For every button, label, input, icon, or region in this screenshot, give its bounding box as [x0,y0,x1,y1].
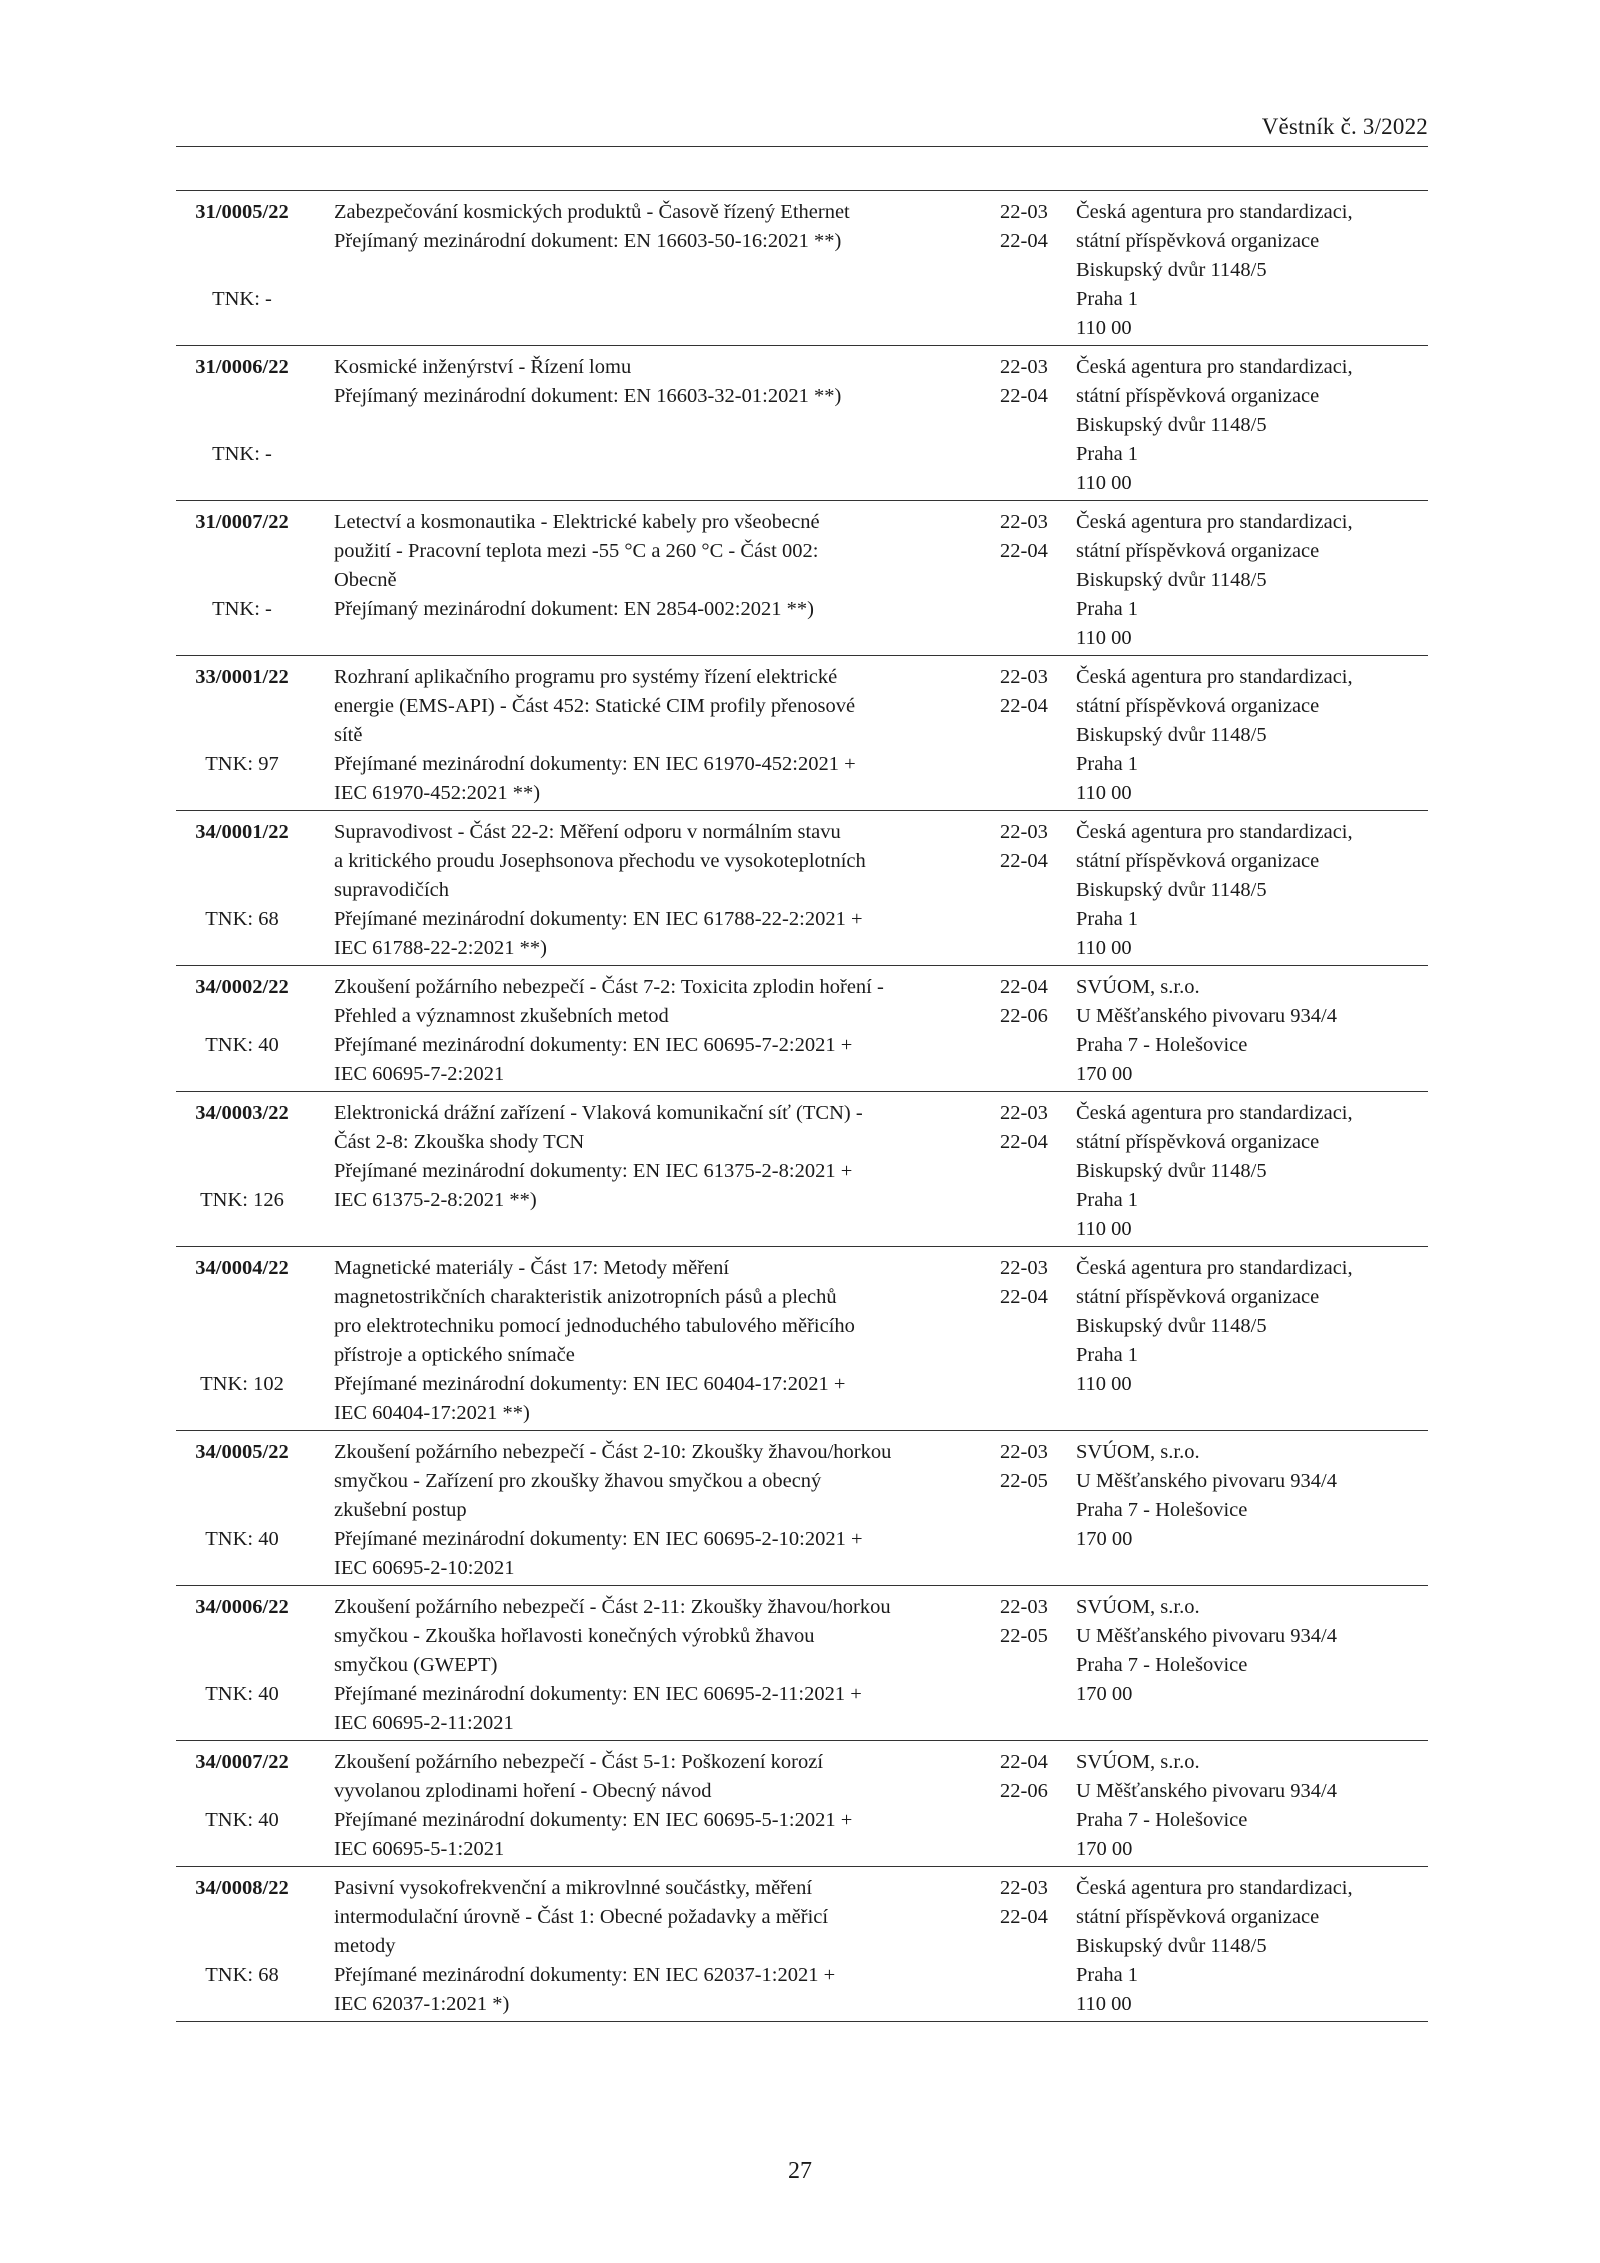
title-cell [324,1254,984,1428]
organization-cell [1062,663,1428,808]
title-line: metody [334,1935,396,1957]
organization-line: státní příspěvková organizace [1076,850,1320,872]
organization-line: státní příspěvková organizace [1076,1286,1320,1308]
title-line: smyčkou (GWEPT) [334,1654,498,1676]
title-line: přístroje a optického snímače [334,1344,575,1366]
title-line: Přejímaný mezinárodní dokument: EN 16603-32-01:2021 **) [334,385,842,407]
date-code: 22-06 [1000,1005,1048,1027]
title-line: Část 2-8: Zkouška shody TCN [334,1131,585,1153]
date-code: 22-04 [1000,976,1048,998]
table-row [176,1741,1428,1867]
title-line: IEC 60404-17:2021 **) [334,1402,530,1424]
identifier-cell [176,1254,324,1428]
organization-line: Biskupský dvůr 1148/5 [1076,724,1267,746]
title-line: použití - Pracovní teplota mezi -55 °C a 260 °C - Část 002: [334,540,819,562]
table-row [176,346,1428,501]
organization-line: Praha 1 [1076,753,1139,775]
identifier-cell [176,353,324,498]
title-line: sítě [334,724,363,746]
standard-number: 34/0006/22 [195,1596,289,1618]
dates-cell [984,973,1062,1089]
title-line: zkušební postup [334,1499,467,1521]
table-row [176,1247,1428,1431]
title-line: vyvolanou zplodinami hoření - Obecný návod [334,1780,712,1802]
title-line: Přejímaný mezinárodní dokument: EN 2854-002:2021 **) [334,598,814,620]
date-code: 22-04 [1000,1751,1048,1773]
page-number: 27 [788,2158,812,2184]
title-line: Přejímané mezinárodní dokumenty: EN IEC 61375-2-8:2021 + [334,1160,853,1182]
title-line: Zkoušení požárního nebezpečí - Část 7-2: Toxicita zplodin hoření - [334,976,884,998]
tnk-label: TNK: 40 [205,1683,279,1705]
organization-cell [1062,1099,1428,1244]
organization-line: 110 00 [1076,1373,1132,1395]
date-code: 22-03 [1000,1877,1048,1899]
organization-line: 110 00 [1076,1218,1132,1240]
organization-line: Praha 7 - Holešovice [1076,1034,1248,1056]
date-code: 22-04 [1000,1906,1048,1928]
organization-line: Česká agentura pro standardizaci, [1076,821,1353,843]
organization-line: SVÚOM, s.r.o. [1076,1751,1200,1773]
organization-line: U Měšťanského pivovaru 934/4 [1076,1625,1337,1647]
date-code: 22-03 [1000,356,1048,378]
dates-cell [984,818,1062,963]
organization-line: SVÚOM, s.r.o. [1076,976,1200,998]
organization-line: Praha 1 [1076,1344,1139,1366]
standard-number: 34/0008/22 [195,1877,289,1899]
organization-line: Česká agentura pro standardizaci, [1076,201,1353,223]
tnk-label: TNK: 40 [205,1528,279,1550]
title-line: Přejímané mezinárodní dokumenty: EN IEC 61970-452:2021 + [334,753,856,775]
organization-line: 110 00 [1076,472,1132,494]
organization-line: státní příspěvková organizace [1076,540,1320,562]
organization-line: Česká agentura pro standardizaci, [1076,1257,1353,1279]
organization-cell [1062,353,1428,498]
title-line: Přejímané mezinárodní dokumenty: EN IEC 60695-5-1:2021 + [334,1809,853,1831]
title-line: a kritického proudu Josephsonova přechodu ve vysokoteplotních [334,850,866,872]
title-line: IEC 62037-1:2021 *) [334,1993,510,2015]
table-row [176,1092,1428,1247]
date-code: 22-05 [1000,1625,1048,1647]
organization-line: 110 00 [1076,1993,1132,2015]
organization-cell [1062,198,1428,343]
title-cell [324,508,984,653]
organization-line: U Měšťanského pivovaru 934/4 [1076,1005,1337,1027]
title-line: IEC 61375-2-8:2021 **) [334,1189,537,1211]
organization-line: Praha 1 [1076,288,1139,310]
title-line: IEC 61788-22-2:2021 **) [334,937,547,959]
organization-line: státní příspěvková organizace [1076,230,1320,252]
title-line: Zabezpečování kosmických produktů - Časově řízený Ethernet [334,201,850,223]
table-row [176,501,1428,656]
standard-number: 33/0001/22 [195,666,289,688]
title-line: IEC 60695-5-1:2021 [334,1838,505,1860]
date-code: 22-03 [1000,201,1048,223]
standard-number: 34/0004/22 [195,1257,289,1279]
organization-cell [1062,1748,1428,1864]
organization-line: Praha 7 - Holešovice [1076,1809,1248,1831]
standard-number: 34/0005/22 [195,1441,289,1463]
organization-line: státní příspěvková organizace [1076,385,1320,407]
title-line: Zkoušení požárního nebezpečí - Část 5-1: Poškození korozí [334,1751,824,1773]
standard-number: 34/0001/22 [195,821,289,843]
title-line: Obecně [334,569,397,591]
tnk-label: TNK: 97 [205,753,279,775]
organization-line: Biskupský dvůr 1148/5 [1076,414,1267,436]
organization-line: státní příspěvková organizace [1076,695,1320,717]
table-row [176,966,1428,1092]
title-line: smyčkou - Zařízení pro zkoušky žhavou smyčkou a obecný [334,1470,822,1492]
title-line: Zkoušení požárního nebezpečí - Část 2-11: Zkoušky žhavou/horkou [334,1596,891,1618]
organization-line: Biskupský dvůr 1148/5 [1076,1160,1267,1182]
tnk-label: TNK: 68 [205,1964,279,1986]
standard-number: 34/0003/22 [195,1102,289,1124]
organization-line: SVÚOM, s.r.o. [1076,1441,1200,1463]
title-cell [324,1748,984,1864]
table-row [176,811,1428,966]
organization-line: Praha 1 [1076,598,1139,620]
organization-line: U Měšťanského pivovaru 934/4 [1076,1470,1337,1492]
date-code: 22-03 [1000,511,1048,533]
title-line: IEC 61970-452:2021 **) [334,782,541,804]
title-line: Přejímané mezinárodní dokumenty: EN IEC 60404-17:2021 + [334,1373,846,1395]
title-line: Magnetické materiály - Část 17: Metody měření [334,1257,730,1279]
title-line: Přejímaný mezinárodní dokument: EN 16603-50-16:2021 **) [334,230,842,252]
standard-number: 34/0007/22 [195,1751,289,1773]
table-row [176,656,1428,811]
identifier-cell [176,973,324,1089]
date-code: 22-04 [1000,540,1048,562]
organization-cell [1062,818,1428,963]
date-code: 22-03 [1000,821,1048,843]
dates-cell [984,1099,1062,1244]
identifier-cell [176,818,324,963]
title-cell [324,973,984,1089]
identifier-cell [176,508,324,653]
tnk-label: TNK: 40 [205,1034,279,1056]
title-cell [324,1593,984,1738]
organization-line: Praha 1 [1076,908,1139,930]
identifier-cell [176,663,324,808]
title-line: magnetostrikčních charakteristik anizotropních pásů a plechů [334,1286,837,1308]
organization-cell [1062,1593,1428,1738]
date-code: 22-06 [1000,1780,1048,1802]
title-cell [324,1438,984,1583]
dates-cell [984,353,1062,498]
table-row [176,1867,1428,2022]
organization-line: SVÚOM, s.r.o. [1076,1596,1200,1618]
organization-line: Biskupský dvůr 1148/5 [1076,259,1267,281]
date-code: 22-04 [1000,850,1048,872]
title-line: Přejímané mezinárodní dokumenty: EN IEC 62037-1:2021 + [334,1964,836,1986]
date-code: 22-03 [1000,1257,1048,1279]
title-cell [324,353,984,498]
organization-line: státní příspěvková organizace [1076,1131,1320,1153]
dates-cell [984,508,1062,653]
title-cell [324,198,984,343]
dates-cell [984,1748,1062,1864]
organization-line: 170 00 [1076,1683,1133,1705]
tnk-label: TNK: 68 [205,908,279,930]
organization-line: 110 00 [1076,317,1132,339]
date-code: 22-04 [1000,1131,1048,1153]
organization-line: Česká agentura pro standardizaci, [1076,1102,1353,1124]
date-code: 22-03 [1000,666,1048,688]
identifier-cell [176,1748,324,1864]
standard-number: 31/0006/22 [195,356,289,378]
date-code: 22-03 [1000,1102,1048,1124]
title-line: IEC 60695-7-2:2021 [334,1063,505,1085]
title-line: pro elektrotechniku pomocí jednoduchého tabulového měřicího [334,1315,855,1337]
table-row [176,191,1428,346]
date-code: 22-04 [1000,230,1048,252]
organization-line: Praha 7 - Holešovice [1076,1654,1248,1676]
organization-line: 170 00 [1076,1838,1133,1860]
title-cell [324,1874,984,2019]
organization-cell [1062,1438,1428,1583]
title-line: Supravodivost - Část 22-2: Měření odporu v normálním stavu [334,821,841,843]
identifier-cell [176,1874,324,2019]
organization-line: 170 00 [1076,1063,1133,1085]
identifier-cell [176,198,324,343]
organization-line: Biskupský dvůr 1148/5 [1076,1315,1267,1337]
dates-cell [984,1874,1062,2019]
organization-line: 170 00 [1076,1528,1133,1550]
title-line: smyčkou - Zkouška hořlavosti konečných výrobků žhavou [334,1625,815,1647]
organization-line: Česká agentura pro standardizaci, [1076,1877,1353,1899]
organization-line: 110 00 [1076,627,1132,649]
title-line: energie (EMS-API) - Část 452: Statické CIM profily přenosové [334,695,856,717]
organization-line: Česká agentura pro standardizaci, [1076,511,1353,533]
tnk-label: TNK: - [212,288,272,310]
table-row [176,1431,1428,1586]
date-code: 22-03 [1000,1441,1048,1463]
table-row [176,1586,1428,1741]
dates-cell [984,1438,1062,1583]
title-line: Přejímané mezinárodní dokumenty: EN IEC 60695-7-2:2021 + [334,1034,853,1056]
tnk-label: TNK: - [212,598,272,620]
organization-line: U Měšťanského pivovaru 934/4 [1076,1780,1337,1802]
organization-line: Praha 1 [1076,1964,1139,1986]
organization-line: Praha 1 [1076,443,1139,465]
title-line: IEC 60695-2-10:2021 [334,1557,515,1579]
organization-line: Praha 1 [1076,1189,1139,1211]
organization-cell [1062,973,1428,1089]
dates-cell [984,1254,1062,1428]
organization-cell [1062,1254,1428,1428]
tnk-label: TNK: - [212,443,272,465]
organization-line: 110 00 [1076,782,1132,804]
organization-cell [1062,1874,1428,2019]
title-cell [324,663,984,808]
organization-line: Biskupský dvůr 1148/5 [1076,879,1267,901]
bulletin-title: Věstník č. 3/2022 [1261,114,1428,139]
title-line: Zkoušení požárního nebezpečí - Část 2-10: Zkoušky žhavou/horkou [334,1441,892,1463]
identifier-cell [176,1099,324,1244]
dates-cell [984,198,1062,343]
title-line: Letectví a kosmonautika - Elektrické kabely pro všeobecné [334,511,820,533]
dates-cell [984,1593,1062,1738]
identifier-cell [176,1593,324,1738]
header-divider [176,146,1428,147]
standard-number: 31/0005/22 [195,201,289,223]
title-line: Kosmické inženýrství - Řízení lomu [334,356,632,378]
title-line: Přejímané mezinárodní dokumenty: EN IEC 60695-2-10:2021 + [334,1528,863,1550]
organization-line: Biskupský dvůr 1148/5 [1076,1935,1267,1957]
title-line: Pasivní vysokofrekvenční a mikrovlnné součástky, měření [334,1877,813,1899]
date-code: 22-03 [1000,1596,1048,1618]
title-line: IEC 60695-2-11:2021 [334,1712,514,1734]
title-cell [324,1099,984,1244]
organization-line: Biskupský dvůr 1148/5 [1076,569,1267,591]
title-line: Rozhraní aplikačního programu pro systémy řízení elektrické [334,666,838,688]
title-line: intermodulační úrovně - Část 1: Obecné požadavky a měřicí [334,1906,829,1928]
standard-number: 34/0002/22 [195,976,289,998]
tnk-label: TNK: 40 [205,1809,279,1831]
organization-line: státní příspěvková organizace [1076,1906,1320,1928]
title-line: supravodičích [334,879,449,901]
organization-line: 110 00 [1076,937,1132,959]
organization-line: Česká agentura pro standardizaci, [1076,356,1353,378]
identifier-cell [176,1438,324,1583]
organization-line: Česká agentura pro standardizaci, [1076,666,1353,688]
dates-cell [984,663,1062,808]
organization-cell [1062,508,1428,653]
title-line: Elektronická drážní zařízení - Vlaková komunikační síť (TCN) - [334,1102,863,1124]
date-code: 22-04 [1000,1286,1048,1308]
standard-number: 31/0007/22 [195,511,289,533]
title-line: Přejímané mezinárodní dokumenty: EN IEC 60695-2-11:2021 + [334,1683,862,1705]
date-code: 22-04 [1000,385,1048,407]
tnk-label: TNK: 126 [200,1189,284,1211]
title-line: Přehled a významnost zkušebních metod [334,1005,669,1027]
organization-line: Praha 7 - Holešovice [1076,1499,1248,1521]
title-cell [324,818,984,963]
standards-table [176,190,1428,2022]
title-line: Přejímané mezinárodní dokumenty: EN IEC 61788-22-2:2021 + [334,908,863,930]
date-code: 22-04 [1000,695,1048,717]
tnk-label: TNK: 102 [200,1373,284,1395]
date-code: 22-05 [1000,1470,1048,1492]
